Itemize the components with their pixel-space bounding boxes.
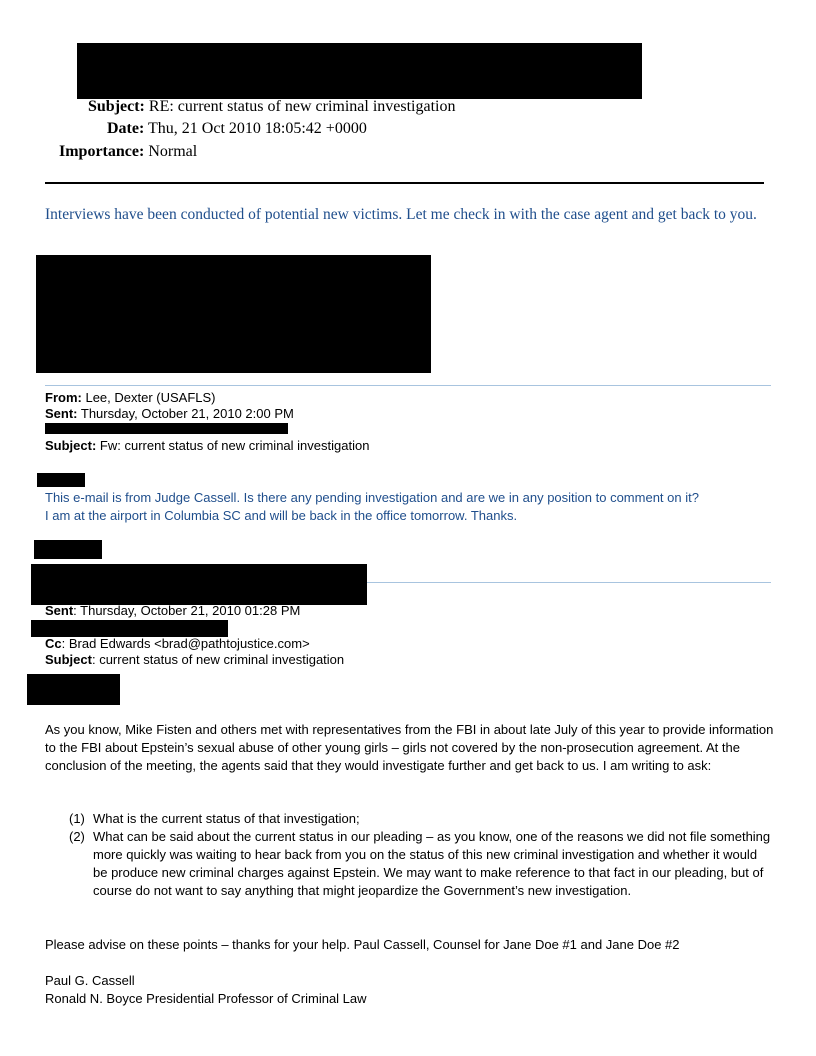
subject-value: RE: current status of new criminal investigation [148,98,456,115]
fwd1-subject-row [45,438,369,454]
importance-value: Normal [148,143,198,160]
orig-point-2 [45,828,775,900]
orig-sent-row [45,603,300,619]
redaction-orig-to [31,620,228,637]
orig-subject-label: Subject [45,652,92,667]
orig-cc-row [45,636,310,652]
orig-intro: As you know, Mike Fisten and others met with representatives from the FBI in about late July of this year to provide information to the FBI about Epstein’s sexual abuse of other young girls – girls not covered by the non-prosecution agreement. At the conclusion of the meeting, the agents said that they would investigate further and get back to us. I am writing to ask: [45,722,774,773]
importance-row [59,142,197,162]
orig-point-1-num: (1) [69,811,85,826]
signature-title: Ronald N. Boyce Presidential Professor of Criminal Law [45,991,367,1006]
orig-subject-value: : current status of new criminal investigation [91,652,345,667]
orig-cc-value: : Brad Edwards <brad@pathtojustice.com> [61,636,310,651]
fwd1-subject-value: Fw: current status of new criminal investigation [99,438,370,453]
fwd1-body-line1: This e-mail is from Judge Cassell. Is there any pending investigation and are we in any position to comment on it? [45,490,699,505]
forward-divider-1 [45,385,771,386]
redaction-orig-from [31,564,367,605]
redaction-header-from-to [77,43,642,99]
date-label: Date: [107,120,145,137]
header-divider [45,182,764,184]
date-value: Thu, 21 Oct 2010 18:05:42 +0000 [148,120,367,137]
orig-closing: Please advise on these points – thanks for your help. Paul Cassell, Counsel for Jane Doe #1 and Jane Doe #2 [45,937,680,952]
orig-point-1 [45,810,775,828]
fwd1-body-line2: I am at the airport in Columbia SC and will be back in the office tomorrow. Thanks. [45,508,518,523]
fwd1-sent-row [45,406,294,422]
forward-divider-2 [366,582,771,583]
importance-label: Importance: [59,143,145,160]
fwd1-from-row [45,390,216,406]
orig-points-list [45,810,775,900]
fwd1-sent-label: Sent: [45,406,78,421]
orig-cc-label: Cc [45,636,62,651]
fwd1-sent-value: Thursday, October 21, 2010 2:00 PM [80,406,294,421]
orig-sent-value: : Thursday, October 21, 2010 01:28 PM [73,603,301,618]
orig-subject-row [45,652,344,668]
redaction-orig-greeting [34,540,102,559]
subject-label: Subject: [88,98,145,115]
redaction-reply-signature [36,255,431,373]
fwd1-from-value: Lee, Dexter (USAFLS) [85,390,216,405]
fwd1-subject-label: Subject: [45,438,97,453]
signature-name: Paul G. Cassell [45,973,135,988]
redaction-orig-salutation [27,674,120,705]
orig-sent-label: Sent [45,603,74,618]
redaction-fwd1-to [45,423,288,434]
orig-point-2-num: (2) [69,829,85,844]
reply-body: Interviews have been conducted of potential new victims. Let me check in with the case agent and get back to you. [45,206,757,223]
redaction-fwd1-greeting [37,473,85,487]
orig-point-2-text: What can be said about the current status in our pleading – as you know, one of the reasons we did not file something more quickly was waiting to hear back from you on the status of this new criminal investigation and whether it would be produce new criminal charges against Epstein. We may want to make reference to that fact in our pleading, but of course do not want to say anything that might jeopardize the Government’s new investigation. [93,829,771,898]
orig-point-1-text: What is the current status of that investigation; [93,811,360,826]
date-row [107,119,367,139]
subject-row [88,97,455,117]
fwd1-from-label: From: [45,390,82,405]
